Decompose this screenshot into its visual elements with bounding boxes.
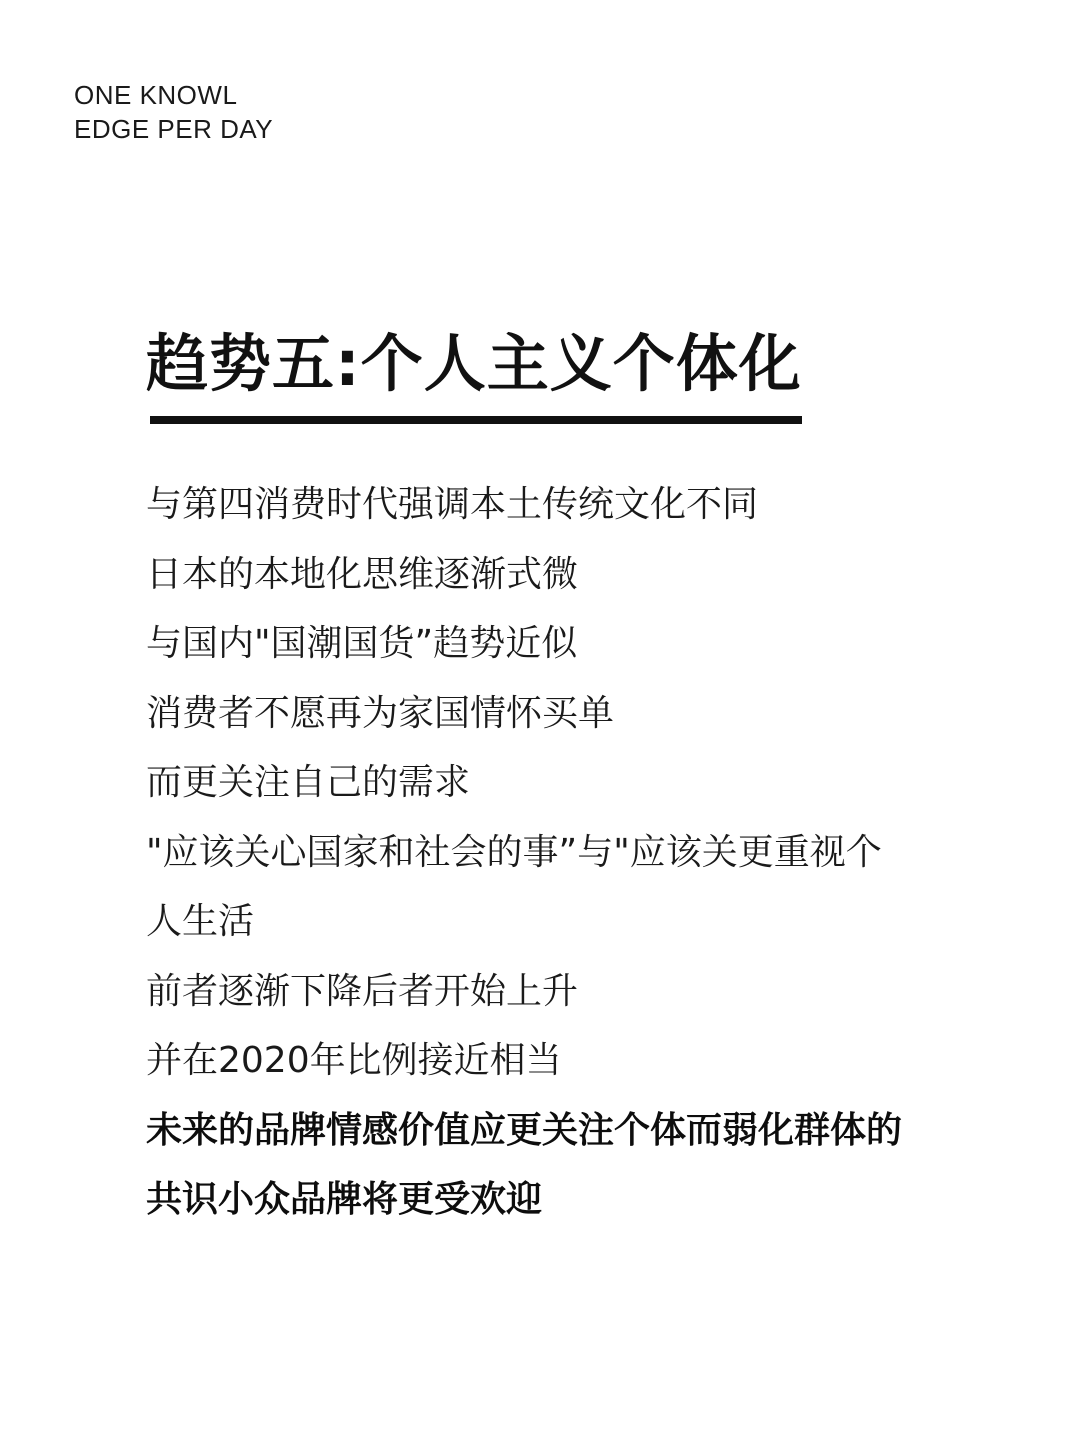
title-underline <box>150 416 802 424</box>
body-line: 人生活 <box>146 901 255 942</box>
emphasis-line: 未来的品牌情感价值应更关注个体而弱化群体的 <box>146 1109 903 1151</box>
body-line: 与第四消费时代强调本土传统文化不同 <box>146 484 759 525</box>
body-line: 前者逐渐下降后者开始上升 <box>146 970 579 1012</box>
tagline-line-1: ONE KNOWL <box>74 80 238 110</box>
emphasis-line: 共识小众品牌将更受欢迎 <box>146 1179 543 1220</box>
body-line: 日本的本地化思维逐渐式微 <box>146 553 579 595</box>
tagline-line-2: EDGE PER DAY <box>74 114 274 144</box>
body-line: "应该关心国家和社会的事”与"应该关更重视个 <box>146 831 882 873</box>
body-line: 消费者不愿再为家国情怀买单 <box>146 692 615 734</box>
body-text <box>146 470 1026 1235</box>
body-line: 并在2020年比例接近相当 <box>146 1040 562 1081</box>
body-line: 与国内"国潮国货”趋势近似 <box>146 623 578 664</box>
tagline <box>74 78 273 146</box>
page-title: 趋势五:个人主义个体化 <box>146 327 802 400</box>
body-line: 而更关注自己的需求 <box>146 762 471 803</box>
